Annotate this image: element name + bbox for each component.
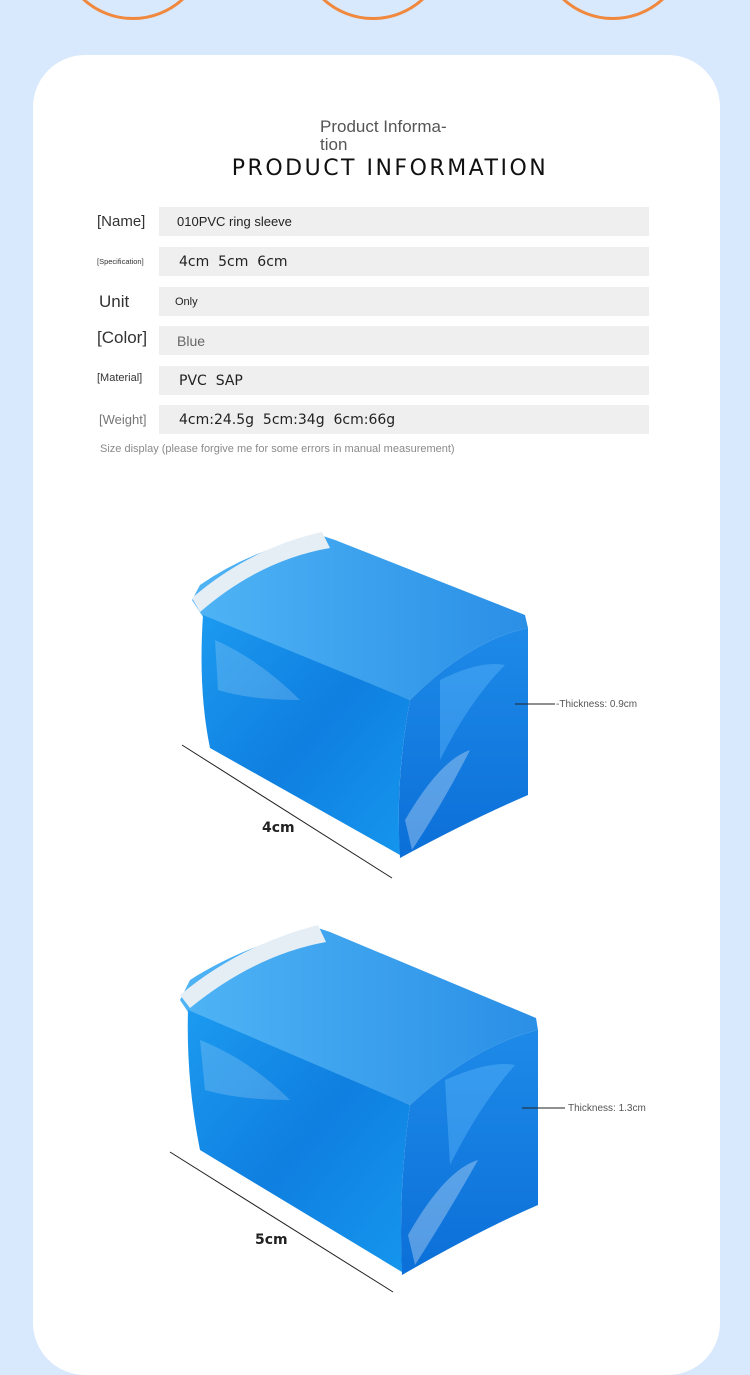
row-label: [Material] <box>97 371 143 384</box>
row-value: Blue <box>159 326 649 355</box>
row-value: 010PVC ring sleeve <box>159 207 649 236</box>
row-value: PVC SAP <box>159 366 649 395</box>
row-label: [Specification] <box>97 257 144 266</box>
product-length-label: 4cm <box>262 820 295 836</box>
row-value: Only <box>159 287 649 316</box>
product-thickness-label: Thickness: 1.3cm <box>568 1103 646 1114</box>
row-label: [Name] <box>97 213 146 230</box>
row-value: 4cm:24.5g 5cm:34g 6cm:66g <box>159 405 649 434</box>
row-value: 4cm 5cm 6cm <box>159 247 649 276</box>
title-big: PRODUCT INFORMATION <box>231 156 549 181</box>
product-thickness-label: -Thickness: 0.9cm <box>556 699 638 710</box>
row-label: [Weight] <box>99 412 147 427</box>
title-small: Product Informa- tion <box>320 117 447 154</box>
row-label: [Color] <box>97 327 148 347</box>
measurement-note: Size display (please forgive me for some errors in manual measurement) <box>100 443 455 455</box>
product-length-label: 5cm <box>255 1232 288 1248</box>
row-label: Unit <box>99 291 130 311</box>
